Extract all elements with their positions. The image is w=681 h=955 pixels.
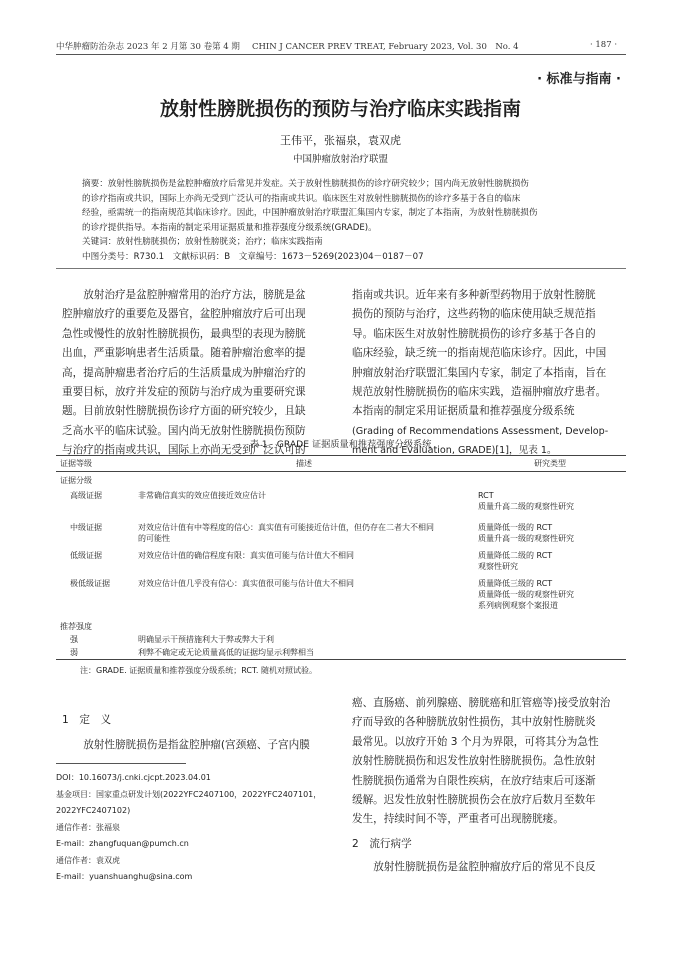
evidence-level: 极低级证据: [70, 579, 110, 588]
page-number: · 187 ·: [590, 40, 618, 50]
table-row: [56, 646, 626, 660]
section-heading: 2 流行病学: [352, 838, 412, 850]
description: 明确显示干预措施利大于弊或弊大于利: [138, 635, 274, 644]
abstract-line: 的诊疗提供指导。本指南的制定采用证据质量和推荐强度分级系统(GRADE)。: [82, 222, 377, 233]
strength-level: 强: [70, 635, 78, 644]
intro-line: (Grading of Recommendations Assessment, Develop-: [352, 425, 609, 437]
section1-right-text: 癌、直肠癌、前列腺癌、膀胱癌和肛管癌等)接受放射治 疗而导致的各种膀胱放射性损伤，其中放射性膀胱炎 最常见。以放疗开始 3 个月为界限，可将其分为急性 放射性膀胱损伤和迟发性放射性膀胱损伤。急性放射 性膀胱损伤通常为自限性疾病，在放疗结束后可逐渐 缓解。迟发性放射性膀胱损伤会在放疗后数月至数年 发生，持续时间不等，严重者可出现膀胱瘘。: [352, 697, 611, 826]
intro-line: 腔肿瘤放疗的重要危及器官，盆腔肿瘤放疗后可出现: [62, 308, 306, 321]
table-row: [56, 633, 626, 646]
authors: 王伟平，张福泉，袁双虎: [280, 134, 401, 147]
table-header-row: [56, 456, 626, 472]
intro-left-column: [62, 286, 330, 461]
section-label: 推荐强度: [60, 622, 92, 631]
abstract-line: 的诊疗指南或共识，国际上亦尚无受到广泛认可的指南或共识。临床医生对放射性膀胱损伤的诊疗多基于各自的临床: [82, 193, 521, 204]
funding-cont: 2022YFC2407102): [56, 806, 131, 815]
email: E-mail：yuanshuanghu@sina.com: [56, 872, 193, 881]
study-type: 质量降低二级的 RCT 观察性研究: [478, 551, 553, 571]
description: 利弊不确定或无论质量高低的证据均显示利弊相当: [138, 648, 314, 657]
study-type: RCT 质量升高二级的观察性研究: [478, 491, 574, 511]
section-label: 证据分级: [60, 476, 92, 485]
abstract-block: [82, 177, 602, 264]
column-header: 证据等级: [56, 456, 134, 472]
description: 对效应估计值有中等程度的信心：真实值有可能接近估计值，但仍存在二者大不相同 的可能性: [138, 523, 434, 543]
table-note: 注：GRADE. 证据质量和推荐强度分级系统；RCT. 随机对照试验。: [80, 666, 317, 675]
table-section-row: [56, 472, 626, 490]
strength-level: 弱: [70, 648, 78, 657]
intro-line: ment and Evaluation, GRADE)[1]，见表 1。: [352, 445, 557, 457]
evidence-level: 高级证据: [70, 491, 102, 500]
intro-right-column: [352, 286, 620, 461]
intro-line: 规范放射性膀胱损伤的临床实践，造福肿瘤放疗患者。: [352, 386, 607, 399]
intro-line: 出血，严重影响患者生活质量。随着肿瘤治愈率的提: [62, 347, 306, 360]
doi: DOI：10.16073/j.cnki.cjcpt.2023.04.01: [56, 773, 211, 782]
footnote-rule: [56, 763, 186, 764]
running-header-english: CHIN J CANCER PREV TREAT, February 2023, Vol. 30 No. 4: [252, 42, 519, 52]
intro-line: 损伤的预防与治疗，这些药物的临床使用缺乏规范指: [352, 308, 596, 321]
intro-line: 高，提高肿瘤患者治疗后的生活质量成为肿瘤治疗的: [62, 366, 306, 379]
table-row: [56, 521, 626, 545]
article-title: 放射性膀胱损伤的预防与治疗临床实践指南: [159, 98, 521, 120]
intro-line: 本指南的制定采用证据质量和推荐强度分级系统: [352, 405, 575, 418]
description: 对效应估计值的确信程度有限：真实值可能与估计值大不相同: [138, 551, 354, 560]
description: 对效应估计值几乎没有信心：真实值很可能与估计值大不相同: [138, 579, 354, 588]
intro-line: 与治疗的指南或共识，国际上亦尚无受到广泛认可的: [62, 444, 306, 457]
abstract-line: 摘要：放射性膀胱损伤是盆腔肿瘤放疗后常见并发症。关于放射性膀胱损伤的诊疗研究较少；国内尚无放射性膀胱损伤: [82, 179, 529, 189]
classification: 中图分类号：R730.1 文献标识码：B 文章编号：1673－5269(2023)04－0187－07: [82, 251, 424, 262]
evidence-level: 中级证据: [70, 523, 102, 532]
study-type: 质量降低一级的 RCT 质量升高一级的观察性研究: [478, 523, 574, 543]
keywords: 关键词：放射性膀胱损伤；放射性膀胱炎；治疗；临床实践指南: [82, 237, 323, 247]
column-header: 研究类型: [474, 456, 626, 472]
intro-line: 指南或共识。近年来有多种新型药物用于放射性膀胱: [352, 289, 596, 301]
running-header-journal: 中华肿瘤防治杂志 2023 年 2 月第 30 卷第 4 期: [56, 42, 240, 52]
intro-line: 急性或慢性的放射性膀胱损伤，最典型的表现为膀胱: [62, 327, 306, 340]
column-header: 描述: [134, 456, 474, 472]
table-caption: 表 1 GRADE 证据质量和推荐强度分级系统: [249, 439, 432, 450]
funding: 基金项目：国家重点研发计划(2022YFC2407100，2022YFC2407101，: [56, 789, 322, 799]
section1-left-text: 放射性膀胱损伤是指盆腔肿瘤(宫颈癌、子宫内膜: [83, 739, 310, 751]
grade-table: [56, 455, 626, 676]
email: E-mail：zhangfuquan@pumch.cn: [56, 839, 189, 848]
section-heading: 1 定 义: [62, 714, 112, 726]
intro-line: 导。临床医生对放射性膀胱损伤的诊疗多基于各自的: [352, 327, 596, 340]
evidence-level: 低级证据: [70, 551, 102, 560]
section2-text: 放射性膀胱损伤是盆腔肿瘤放疗后的常见不良反: [373, 861, 596, 873]
header-rule: [56, 54, 626, 55]
intro-line: 临床经验，缺乏统一的指南规范临床诊疗。因此，中国: [352, 347, 607, 360]
abstract-line: 经验，亟需统一的指南规范其临床诊疗。因此，中国肿瘤放射治疗联盟汇集国内专家，制定了本指南，为放射性膀胱损伤: [82, 208, 538, 218]
intro-line: 肿瘤放射治疗联盟汇集国内专家，制定了本指南，旨在: [352, 366, 607, 379]
table-row: [56, 549, 626, 573]
footnotes: [56, 770, 346, 886]
table-row: [56, 577, 626, 612]
intro-line: 乏高水平的临床试验。国内尚无放射性膀胱损伤预防: [62, 424, 306, 437]
study-type: 质量降低三级的 RCT 质量降低一级的观察性研究 系列病例观察个案报道: [478, 579, 574, 610]
affiliation: 中国肿瘤放射治疗联盟: [292, 154, 388, 165]
corresponding-author: 通信作者：袁双虎: [56, 855, 120, 865]
column-tag: · 标准与指南 ·: [537, 72, 621, 87]
intro-line: 题。目前放射性膀胱损伤诊疗方面的研究较少，且缺: [62, 405, 306, 418]
abstract-separator: [56, 268, 626, 269]
intro-line: 放射治疗是盆腔肿瘤常用的治疗方法，膀胱是盆: [83, 289, 306, 301]
intro-line: 重要目标，放疗并发症的预防与治疗成为重要研究课: [62, 386, 306, 399]
corresponding-author: 通信作者：张福泉: [56, 822, 120, 832]
table-section-row: [56, 620, 626, 633]
table-row: [56, 489, 626, 513]
description: 非常确信真实的效应值接近效应估计: [138, 491, 266, 500]
